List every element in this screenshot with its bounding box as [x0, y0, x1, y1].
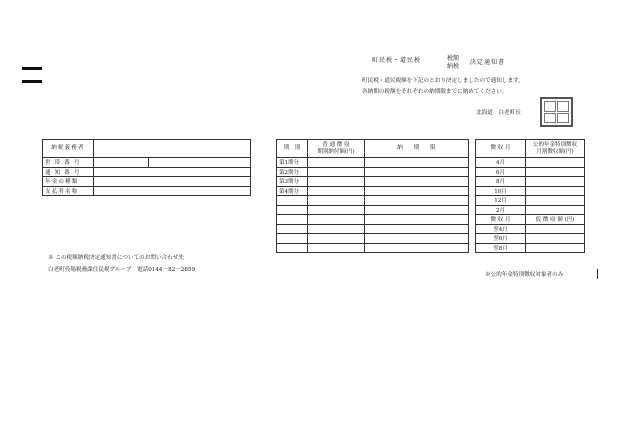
amount-cell — [308, 186, 365, 196]
amount-cell — [308, 196, 365, 206]
period-cell — [277, 196, 308, 206]
amount-cell — [308, 205, 365, 215]
installment-row — [277, 167, 469, 177]
period-cell — [277, 243, 308, 253]
installment-row — [277, 177, 469, 187]
provisional-month-cell: 翌6月 — [476, 234, 526, 244]
deadline-cell — [365, 158, 469, 168]
provisional-amount-cell — [526, 243, 585, 253]
taxpayer-table — [42, 139, 251, 196]
amount-cell — [308, 167, 365, 177]
installment-row — [277, 234, 469, 244]
intro-line-1: 町民税・道民税額を下記のとおり決定しましたので通知します。 — [362, 78, 524, 84]
registration-mark-top — [22, 67, 42, 70]
month-header: 徴 収 月 — [476, 140, 526, 158]
payer-name-row — [43, 186, 251, 196]
provisional-row — [476, 224, 585, 234]
notice-title: 町民税・道民税 — [372, 57, 422, 64]
pension-amount-cell — [526, 205, 585, 215]
issuer-name: 北海道 白老町長 — [476, 110, 521, 116]
deadline-cell — [365, 177, 469, 187]
installment-row — [277, 196, 469, 206]
installment-row — [277, 215, 469, 225]
month-cell: 4月 — [476, 158, 526, 168]
deadline-cell — [365, 186, 469, 196]
month-cell: 2月 — [476, 205, 526, 215]
pension-row — [476, 177, 585, 187]
amount-cell — [308, 243, 365, 253]
amount-header-line1: 普 通 徴 収 — [322, 142, 350, 148]
pension-amount-cell — [526, 167, 585, 177]
amount-cell — [308, 215, 365, 225]
registration-mark-bottom — [22, 80, 42, 83]
pension-type-row — [43, 177, 251, 187]
period-cell — [277, 224, 308, 234]
pension-amount-cell — [526, 196, 585, 206]
notice-title-tail: 決定通知書 — [470, 59, 506, 66]
pension-header-row — [476, 140, 585, 158]
pension-type-label: 年金の種類 — [43, 177, 94, 187]
installment-row — [277, 224, 469, 234]
pension-amount-header — [526, 140, 585, 158]
pension-table — [475, 139, 585, 253]
deadline-cell — [365, 243, 469, 253]
period-cell: 第3期分 — [277, 177, 308, 187]
provisional-row — [476, 243, 585, 253]
household-label: 世 帯 番 号 — [43, 158, 94, 168]
contact-info: 白老町役場税務課住民税グループ 電話0144－82－2659 — [48, 267, 196, 273]
provisional-month-cell: 翌4月 — [476, 224, 526, 234]
pension-row — [476, 205, 585, 215]
installment-row — [277, 186, 469, 196]
household-extra — [149, 158, 251, 168]
margin-tick — [597, 269, 598, 279]
intro-line-2: 各納期の税額をそれぞれの納期限までに納めてください。 — [362, 89, 508, 95]
notice-number-label: 通 知 番 号 — [43, 167, 94, 177]
provisional-header-row — [476, 215, 585, 225]
payer-name-value — [94, 186, 251, 196]
period-cell — [277, 205, 308, 215]
installment-row — [277, 243, 469, 253]
deadline-cell — [365, 224, 469, 234]
provisional-month-header: 徴 収 月 — [476, 215, 526, 225]
amount-cell — [308, 234, 365, 244]
month-cell: 8月 — [476, 177, 526, 187]
amount-cell — [308, 177, 365, 187]
household-row — [43, 158, 251, 168]
pension-amount-cell — [526, 177, 585, 187]
month-cell: 6月 — [476, 167, 526, 177]
notice-title-stack — [445, 55, 461, 71]
taxpayer-value — [94, 140, 251, 158]
payer-name-label: 支払者名称 — [43, 186, 94, 196]
amount-header-line2: 期別納付額(円) — [317, 148, 355, 155]
official-seal — [540, 97, 573, 127]
pension-amount-header-line1: 公的年金特別徴収 — [532, 142, 577, 148]
month-cell: 12月 — [476, 196, 526, 206]
deadline-cell — [365, 215, 469, 225]
pension-amount-header-line2: 月割徴収額(円) — [536, 148, 574, 155]
deadline-cell — [365, 205, 469, 215]
taxpayer-label: 納税義務者 — [43, 140, 94, 158]
provisional-amount-cell — [526, 234, 585, 244]
period-cell: 第4期分 — [277, 186, 308, 196]
pension-type-value — [94, 177, 251, 187]
amount-cell — [308, 158, 365, 168]
pension-row — [476, 196, 585, 206]
pension-row — [476, 158, 585, 168]
installment-row — [277, 205, 469, 215]
installment-table — [276, 139, 469, 253]
taxpayer-row — [43, 140, 251, 158]
pension-row — [476, 167, 585, 177]
provisional-month-cell: 翌8月 — [476, 243, 526, 253]
title-stack-top: 税額 — [446, 55, 459, 62]
pension-row — [476, 186, 585, 196]
pension-amount-cell — [526, 158, 585, 168]
period-header: 期 別 — [277, 140, 308, 158]
month-cell: 10月 — [476, 186, 526, 196]
period-cell: 第1期分 — [277, 158, 308, 168]
installment-header-row — [277, 140, 469, 158]
notice-number-value — [94, 167, 251, 177]
pension-amount-cell — [526, 186, 585, 196]
provisional-row — [476, 234, 585, 244]
pension-footnote: ※公的年金特別徴収対象者のみ — [485, 272, 564, 278]
amount-cell — [308, 224, 365, 234]
household-value — [94, 158, 149, 168]
title-stack-bottom: 納税 — [446, 63, 459, 70]
period-cell: 第2期分 — [277, 167, 308, 177]
provisional-amount-cell — [526, 224, 585, 234]
deadline-cell — [365, 234, 469, 244]
period-cell — [277, 234, 308, 244]
provisional-amount-header: 仮 徴 収 額 (円) — [526, 215, 585, 225]
installment-row — [277, 158, 469, 168]
period-cell — [277, 215, 308, 225]
deadline-header: 納 期 限 — [365, 140, 469, 158]
amount-header — [308, 140, 365, 158]
deadline-cell — [365, 167, 469, 177]
deadline-cell — [365, 196, 469, 206]
inquiry-note: ※ この税額納税決定通知書についてのお問い合わせ先 — [48, 255, 184, 261]
notice-number-row — [43, 167, 251, 177]
